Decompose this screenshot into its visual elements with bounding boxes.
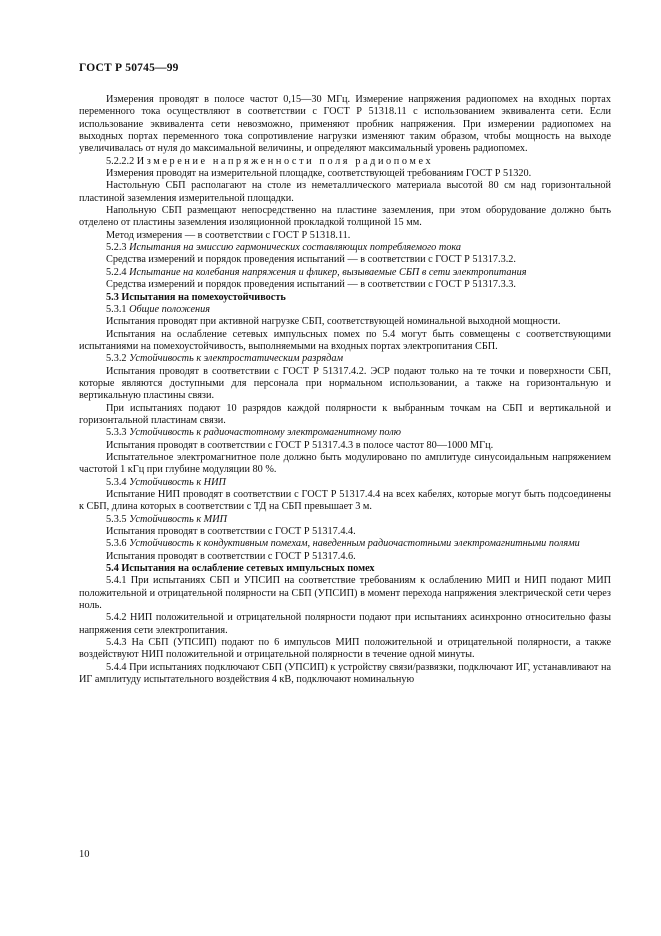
paragraph: Метод измерения — в соответствии с ГОСТ Р 51318.11. [106, 229, 351, 241]
paragraph: Испытания проводят в соответствии с ГОСТ Р 51317.4.4. [106, 526, 356, 538]
paragraph: Средства измерений и порядок проведения испытаний — в соответствии с ГОСТ Р 51317.3.3. [106, 279, 516, 291]
section-heading-5-3-2: 5.3.2 Устойчивость к электростатическим разрядам [106, 353, 343, 365]
paragraph: Испытания проводят в соответствии с ГОСТ Р 51317.4.6. [106, 550, 356, 562]
paragraph: 5.4.4 При испытаниях подключают СБП (УПСИП) к устройству связи/развязки, подключают ИГ, устанавливают на ИГ амплитуду испытательного воздействия 4 кВ, подключают номинальную [79, 661, 611, 686]
section-heading-5-3-1: 5.3.1 Общие положения [106, 303, 210, 315]
paragraph: Настольную СБП располагают на столе из неметаллического материала высотой 80 см над горизонтальной пластиной заземления измерительной площадки. [79, 180, 611, 204]
section-heading-5-3: 5.3 Испытания на помехоустойчивость [106, 291, 286, 303]
paragraph: Испытание НИП проводят в соответствии с ГОСТ Р 51317.4.4 на всех кабелях, которые могут быть подсоединены к СБП, длина которых в соответствии с ТД на СБП превышает 3 м. [79, 489, 611, 513]
section-heading-5-3-3: 5.3.3 Устойчивость к радиочастотному электромагнитному полю [106, 427, 401, 439]
section-heading-5-3-4: 5.3.4 Устойчивость к НИП [106, 476, 226, 488]
paragraph: Испытательное электромагнитное поле должно быть модулировано по амплитуде синусоидальным напряжением частотой 1 кГц при глубине модуляции 80 %. [79, 451, 611, 476]
section-heading-5-2-3: 5.2.3 Испытания на эмиссию гармонических составляющих потребляемого тока [106, 242, 462, 254]
paragraph: При испытаниях подают 10 разрядов каждой полярности к выбранным точкам на СБП и вертикальной и горизонтальной пластинам связи. [79, 402, 611, 426]
document-body [79, 94, 611, 687]
section-heading-5-3-5: 5.3.5 Устойчивость к МИП [106, 513, 228, 525]
paragraph: 5.4.2 НИП положительной и отрицательной полярности подают при испытаниях асинхронно относительно фазы напряжения сети электропитания. [79, 612, 611, 636]
paragraph: Испытания проводят в соответствии с ГОСТ Р 51317.4.3 в полосе частот 80—1000 МГц. [106, 439, 494, 451]
paragraph: Измерения проводят на измерительной площадке, соответствующей требованиям ГОСТ Р 51320. [106, 168, 532, 180]
paragraph: Испытания проводят при активной нагрузке СБП, соответствующей номинальной выходной мощности. [106, 316, 561, 328]
section-heading-5-3-6: 5.3.6 Устойчивость к кондуктивным помехам, наведенным радиочастотными электромагнитными полями [106, 538, 580, 550]
paragraph: Измерения проводят в полосе частот 0,15—30 МГц. Измерение напряжения радиопомех на входных портах переменного тока осуществляют в соответствии с ГОСТ Р 51318.11 с использованием эквивалента сети. Если использование эквивалента сети невозможно, применяют пробник напряжения. При измерении радиопомех на выходных портах переменного тока сопротивление нагрузки изменяют таким образом, чтобы мощность на выходе увеличивалась от нуля до максимальной величины, и определяют максимальный уровень радиопомех. [79, 94, 611, 155]
document-header: ГОСТ Р 50745—99 [79, 62, 179, 74]
section-heading-5-2-2-2: 5.2.2.2 Измерение напряженности поля радиопомех [106, 155, 434, 167]
paragraph: Напольную СБП размещают непосредственно на пластине заземления, при этом оборудование должно быть отделено от пластины заземления изоляционной прокладкой толщиной 15 мм. [79, 205, 611, 229]
paragraph: 5.4.3 На СБП (УПСИП) подают по 6 импульсов МИП положительной и отрицательной полярности, а также воздействуют НИП положительной и отрицательной полярности в течение одной минуты. [79, 637, 611, 661]
page-number: 10 [79, 849, 90, 860]
paragraph: Испытания проводят в соответствии с ГОСТ Р 51317.4.2. ЭСР подают только на те точки и поверхности СБП, которые являются доступными для персонала при нормальном использовании, а также на горизонтальную и вертикальную пластины связи. [79, 365, 611, 402]
paragraph: Средства измерений и порядок проведения испытаний — в соответствии с ГОСТ Р 51317.3.2. [106, 254, 516, 266]
paragraph: 5.4.1 При испытаниях СБП и УПСИП на соответствие требованиям к ослаблению МИП и НИП подают МИП положительной и отрицательной полярности на СБП (УПСИП) в момент перехода напряжения электрической сети через ноль. [79, 575, 611, 612]
paragraph: Испытания на ослабление сетевых импульсных помех по 5.4 могут быть совмещены с соответствующими испытаниями на помехоустойчивость, выполняемыми на входных портах электропитания СБП. [79, 328, 611, 352]
section-heading-5-2-4: 5.2.4 Испытание на колебания напряжения и фликер, вызываемые СБП в сети электропитания [106, 266, 527, 278]
section-heading-5-4: 5.4 Испытания на ослабление сетевых импульсных помех [106, 563, 375, 575]
